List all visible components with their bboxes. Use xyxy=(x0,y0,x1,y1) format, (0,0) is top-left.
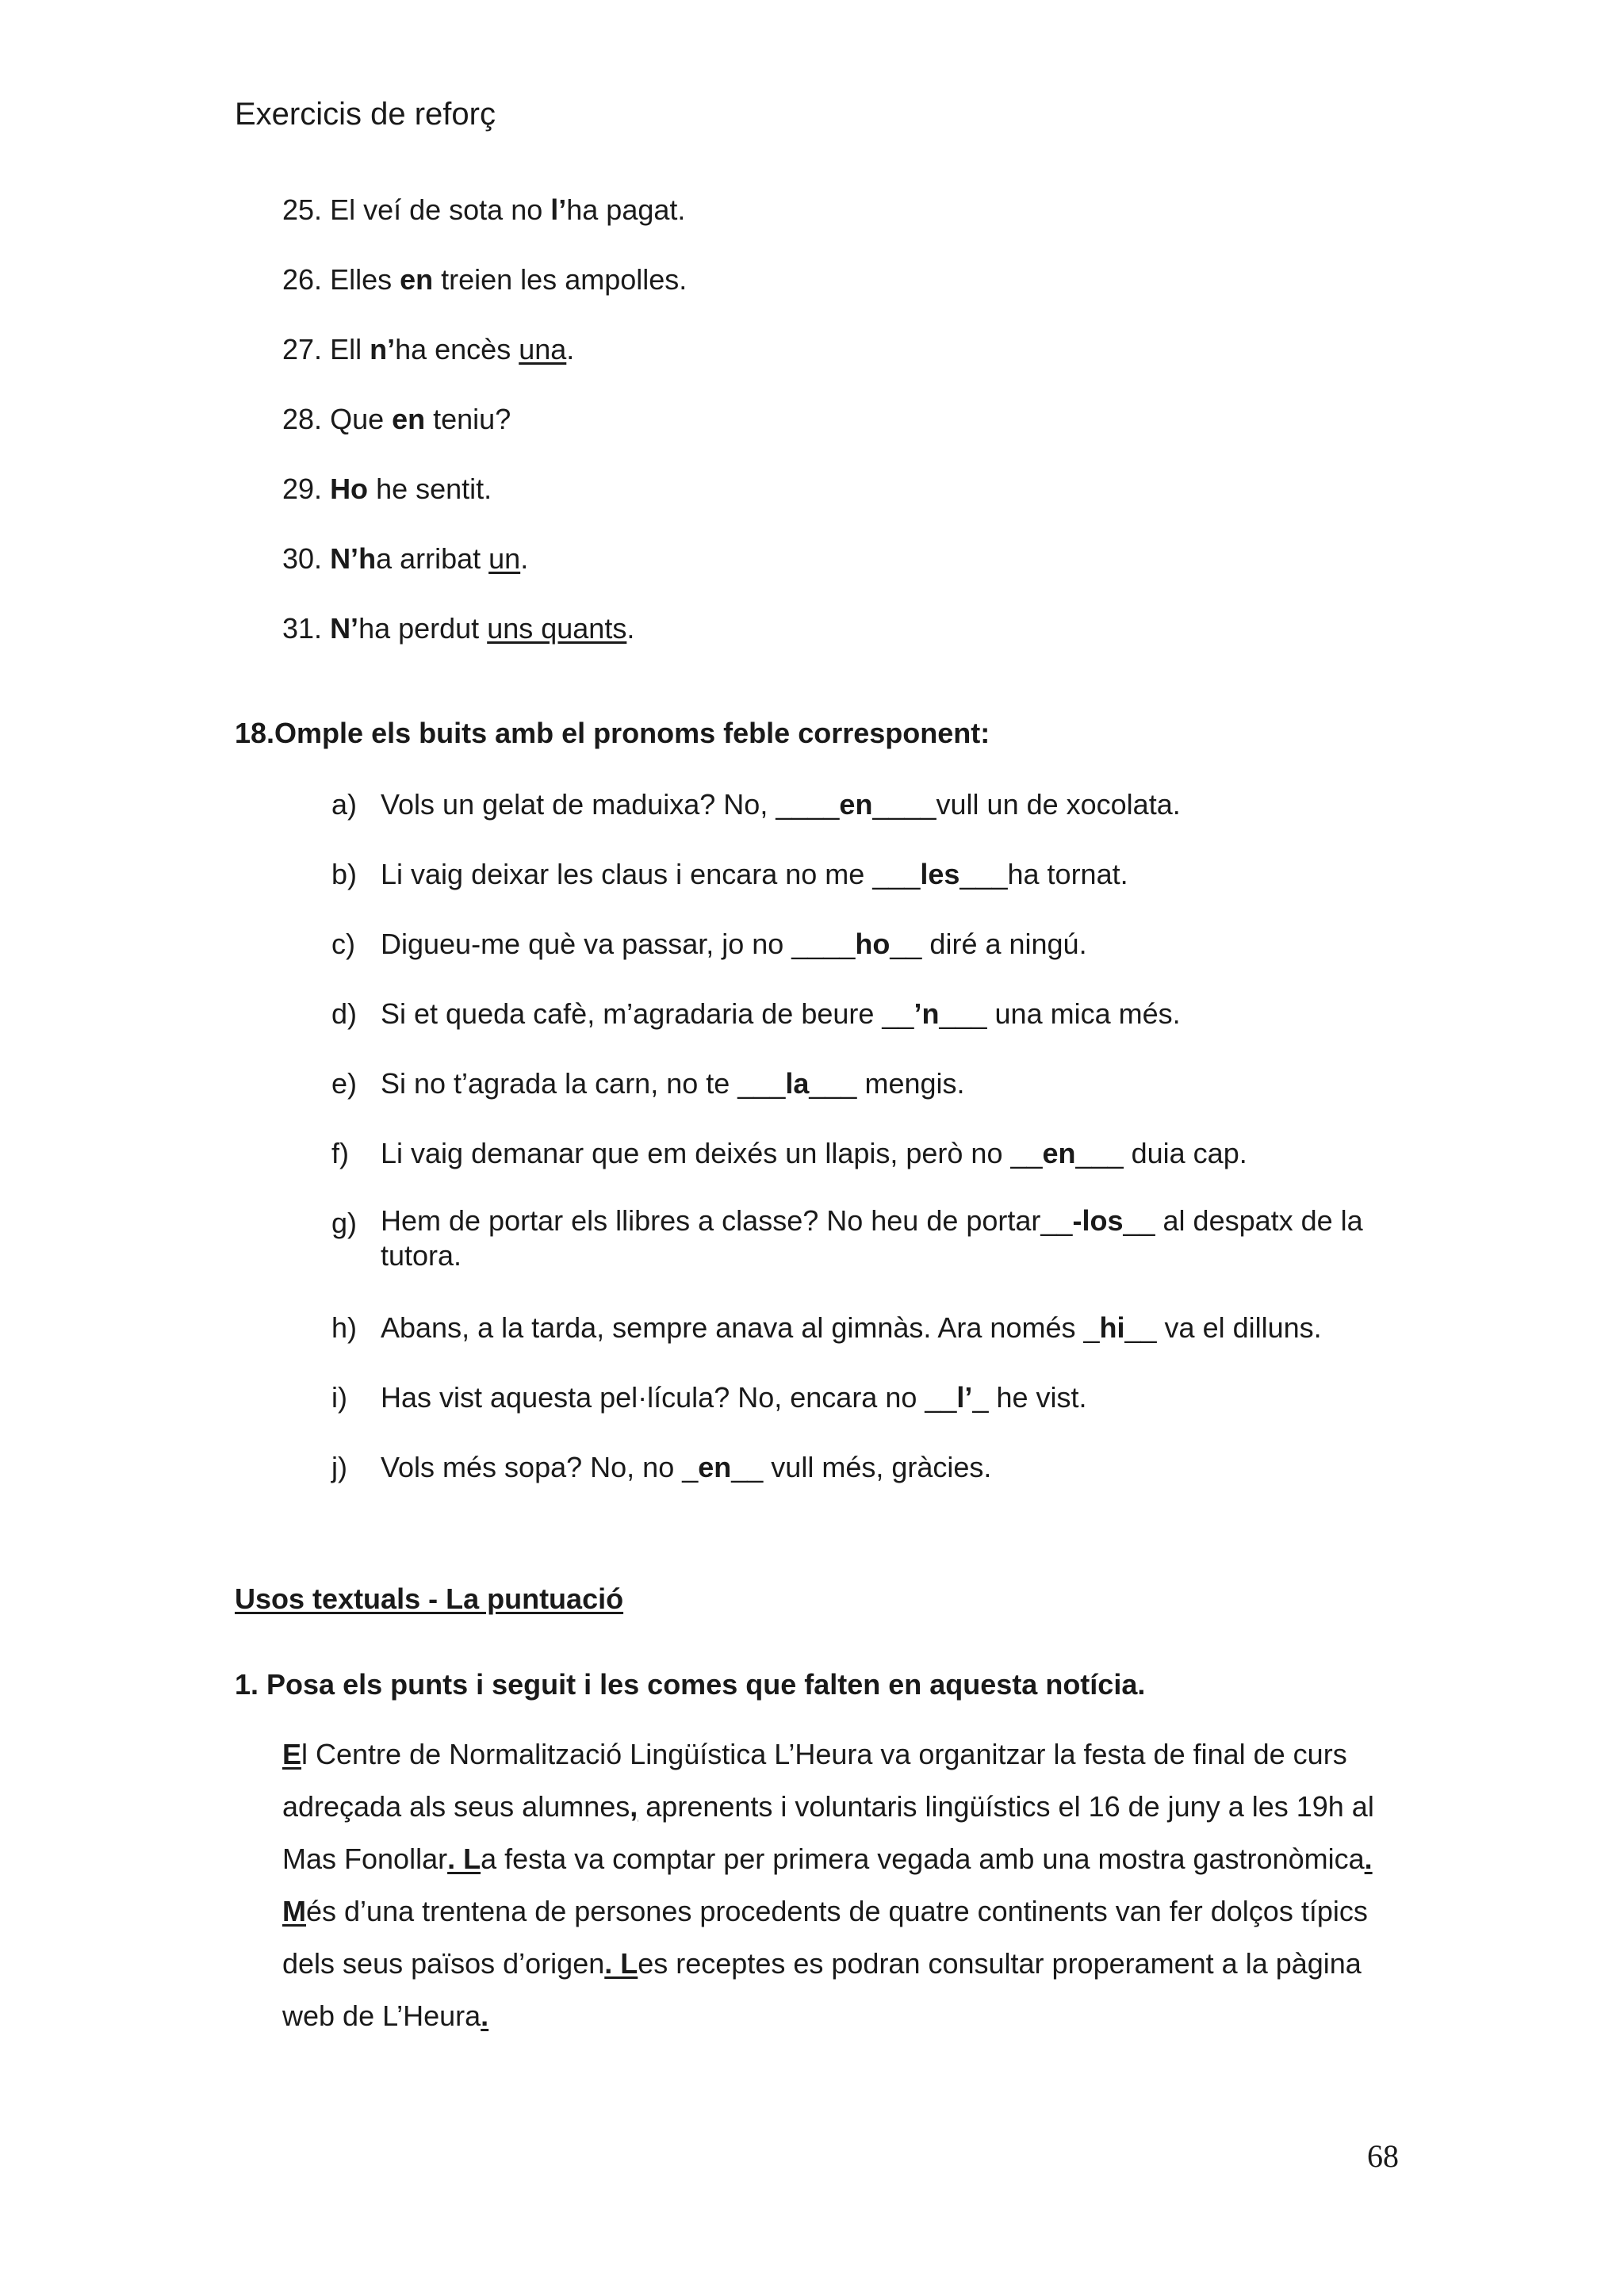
exercise-item: Si et queda cafè, m’agradaria de beure __’n___ una mica més. xyxy=(381,997,1181,1030)
exercise-item: Vols més sopa? No, no _en__ vull més, gràcies. xyxy=(381,1451,992,1483)
list-item: 29. Ho he sentit. xyxy=(282,473,492,505)
exercise-item: Abans, a la tarda, sempre anava al gimnàs. Ara només _hi__ va el dilluns. xyxy=(381,1311,1322,1344)
list-item: 28. Que en teniu? xyxy=(282,403,511,435)
paragraph-text: a festa va comptar per primera vegada amb una mostra gastronòmica xyxy=(481,1843,1365,1875)
item-letter: j) xyxy=(331,1451,347,1483)
item-letter: g) xyxy=(331,1207,358,1239)
exercise-item: Digueu-me què va passar, jo no ____ho__ diré a ningú. xyxy=(381,928,1087,960)
exercise-1-title: 1. Posa els punts i seguit i les comes que falten en aquesta notícia. xyxy=(235,1668,1146,1701)
exercise-item: Hem de portar els llibres a classe? No heu de portar__-los__ al despatx de la tutora. xyxy=(381,1204,1363,1272)
list-item: 27. Ell n’ha encès una. xyxy=(282,333,575,365)
exercise-18-title: 18.Omple els buits amb el pronoms feble corresponent: xyxy=(235,717,990,749)
list-item: 26. Elles en treien les ampolles. xyxy=(282,263,688,296)
page-number: 68 xyxy=(1367,2138,1399,2174)
paragraph-text: és d’una trentena de persones procedents de quatre continents van fer dolços típics dels seus països d’origen xyxy=(282,1895,1368,1980)
correction-mark: . xyxy=(481,1999,489,2032)
list-item: 25. El veí de sota no l’ha pagat. xyxy=(282,193,686,226)
correction-mark: , xyxy=(630,1790,638,1823)
item-letter: d) xyxy=(331,997,358,1030)
item-letter: i) xyxy=(331,1381,347,1414)
paragraph-text: aprenents i voluntaris lingüístics el 16 de juny a les 19h al Mas Fonollar xyxy=(282,1790,1374,1875)
exercise-item: Si no t’agrada la carn, no te ___la___ mengis. xyxy=(381,1067,965,1100)
list-item: 31. N’ha perdut uns quants. xyxy=(282,612,635,645)
exercise-item: Li vaig deixar les claus i encara no me ___les___ha tornat. xyxy=(381,858,1128,890)
item-letter: a) xyxy=(331,788,358,821)
news-paragraph xyxy=(282,1728,1392,2042)
correction-mark: E xyxy=(282,1738,302,1770)
correction-mark: . M xyxy=(282,1843,1373,1927)
correction-mark: . L xyxy=(604,1947,638,1980)
paragraph-text: es receptes es podran consultar properament a la pàgina web de L’Heura xyxy=(282,1947,1362,2032)
paragraph-text: l Centre de Normalització Lingüística L’Heura va organitzar la festa de final de curs adreçada als seus alumnes xyxy=(282,1738,1347,1823)
item-letter: h) xyxy=(331,1311,358,1344)
item-letter: b) xyxy=(331,858,358,890)
item-letter: c) xyxy=(331,928,355,960)
correction-mark: . L xyxy=(447,1843,481,1875)
item-letter: e) xyxy=(331,1067,358,1100)
exercise-item: Vols un gelat de maduixa? No, ____en____vull un de xocolata. xyxy=(381,788,1181,821)
item-letter: f) xyxy=(331,1137,349,1169)
usos-section-title: Usos textuals - La puntuació xyxy=(235,1582,624,1615)
page-header: Exercicis de reforç xyxy=(235,97,496,132)
exercise-item: Has vist aquesta pel·lícula? No, encara no __l’_ he vist. xyxy=(381,1381,1087,1414)
list-item: 30. N’ha arribat un. xyxy=(282,542,529,575)
exercise-item: Li vaig demanar que em deixés un llapis, però no __en___ duia cap. xyxy=(381,1137,1247,1169)
